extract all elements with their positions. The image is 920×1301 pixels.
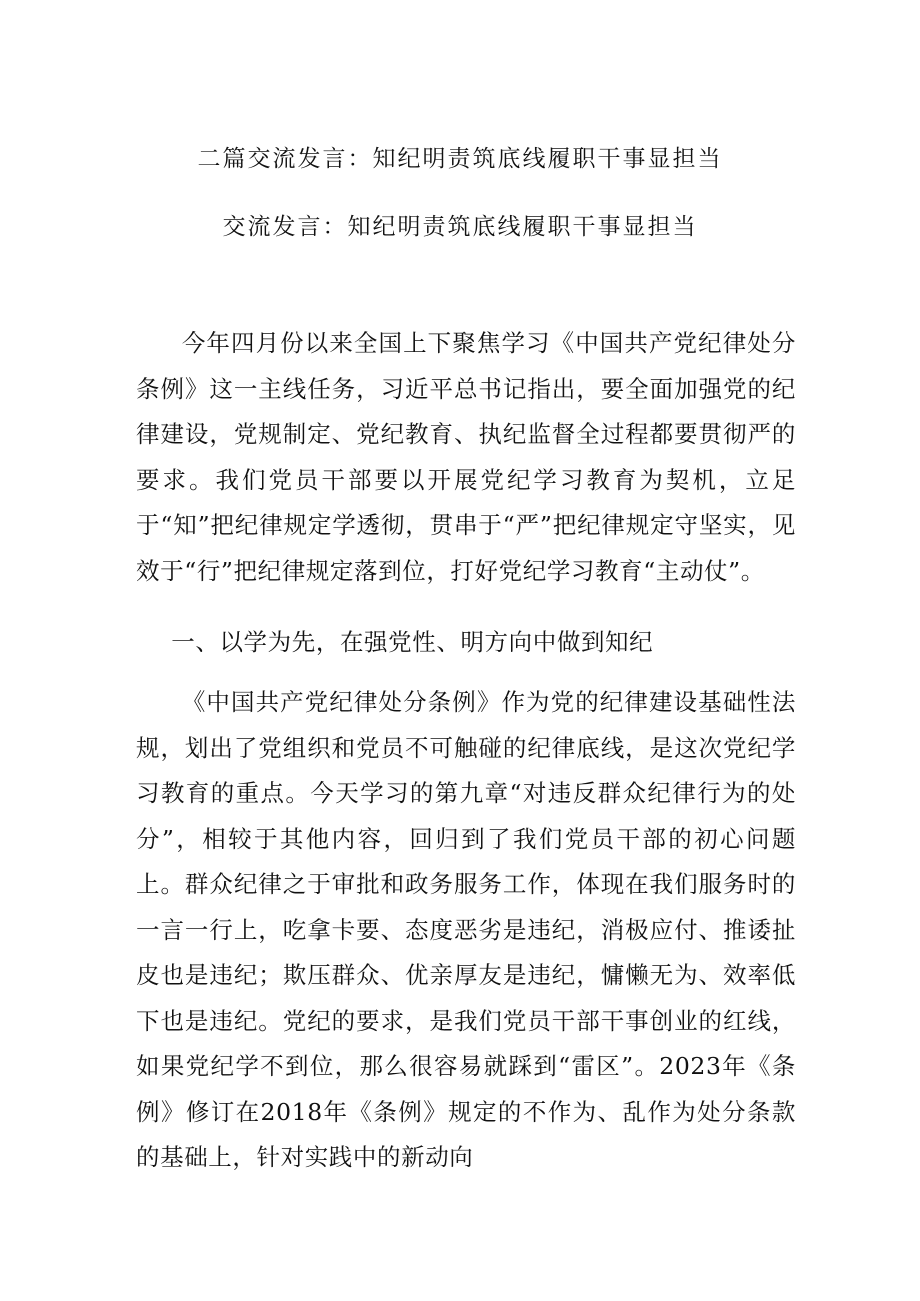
paragraph-intro: 今年四月份以来全国上下聚焦学习《中国共产党纪律处分条例》这一主线任务，习近平总书记指出，要全面加强党的纪律建设，党规制定、党纪教育、执纪监督全过程都要贯彻严的要求。我们党员干部要以开展党纪学习教育为契机，立足于“知”把纪律规定学透彻，贯串于“严”把纪律规定守坚实，见效于“行”把纪律规定落到位，打好党纪学习教育“主动仗”。 (136, 329, 796, 585)
section-heading-1: 一、以学为先，在强党性、明方向中做到知纪 (171, 628, 654, 656)
document-subtitle: 交流发言：知纪明责筑底线履职干事显担当 (222, 214, 698, 240)
document-title: 二篇交流发言：知纪明责筑底线履职干事显担当 (197, 146, 723, 172)
paragraph-section-1: 《中国共产党纪律处分条例》作为党的纪律建设基础性法规，划出了党组织和党员不可触碰的纪律底线，是这次党纪学习教育的重点。今天学习的第九章“对违反群众纪律行为的处分”，相较于其他内容，回归到了我们党员干部的初心问题上。群众纪律之于审批和政务服务工作，体现在我们服务时的一言一行上，吃拿卡要、态度恶劣是违纪，消极应付、推诿扯皮也是违纪；欺压群众、优亲厚友是违纪，慵懒无为、效率低下也是违纪。党纪的要求，是我们党员干部干事创业的红线，如果党纪学不到位，那么很容易就踩到“雷区”。2023年《条例》修订在2018年《条例》规定的不作为、乱作为处分条款的基础上，针对实践中的新动向 (136, 688, 796, 1171)
